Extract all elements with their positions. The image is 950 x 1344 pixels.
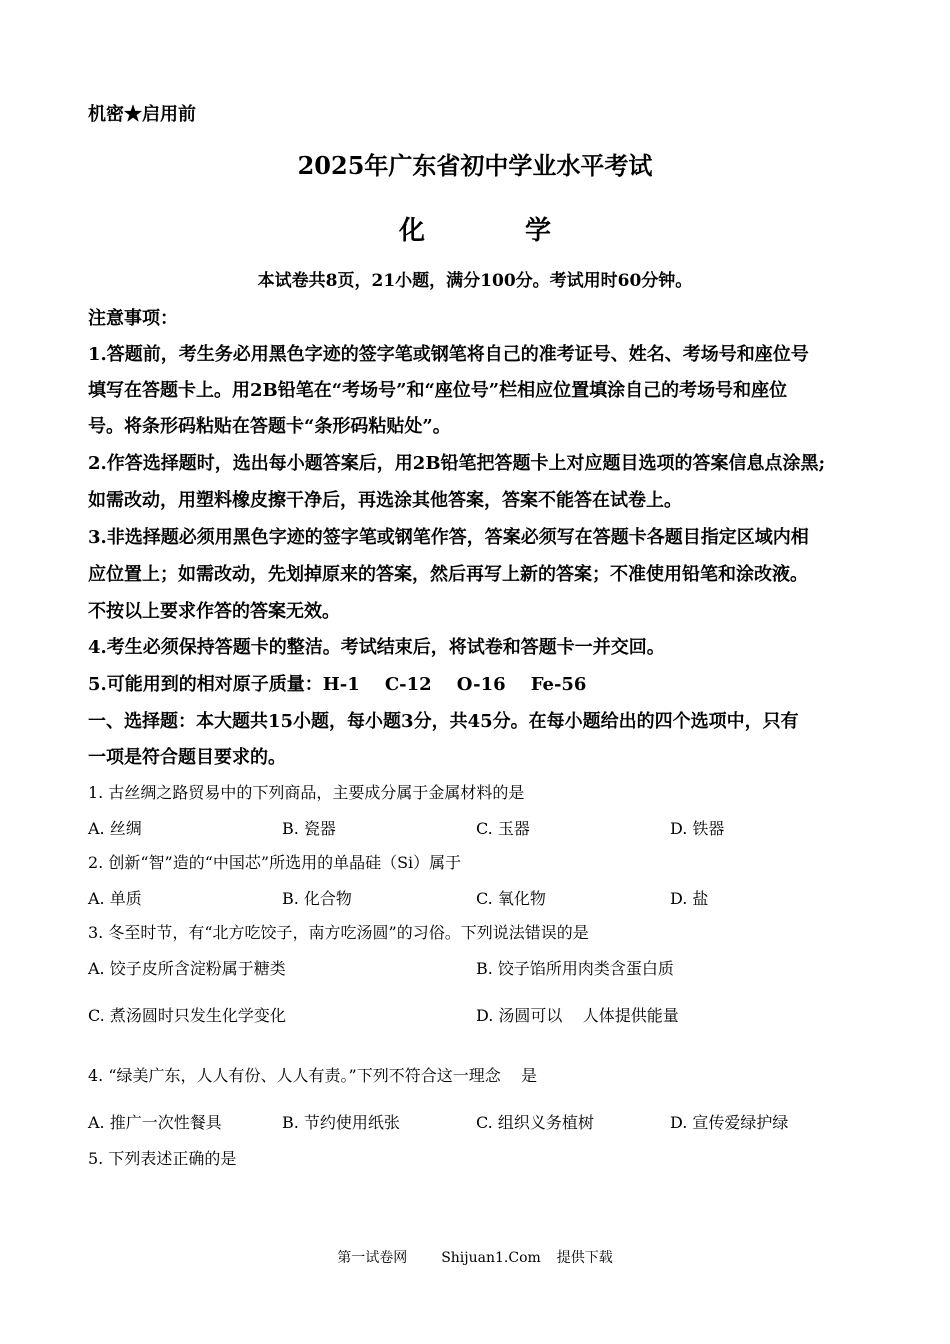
notes-line: 1.答题前，考生务必用黑色字迹的签字笔或钢笔将自己的准考证号、姓名、考场号和座位号 <box>88 344 809 365</box>
question-stem: 2. 创新“智”造的“中国芯”所选用的单晶硅（Si）属于 <box>88 853 462 872</box>
question-option: D. 盐 <box>670 889 709 908</box>
notes-line: 如需改动，用塑料橡皮擦干净后，再选涂其他答案，答案不能答在试卷上。 <box>88 490 682 511</box>
question-stem: 3. 冬至时节，有“北方吃饺子，南方吃汤圆”的习俗。下列说法错误的是 <box>88 923 589 942</box>
footer-left: 第一试卷网 <box>337 1250 408 1266</box>
notes-line: 4.考生必须保持答题卡的整洁。考试结束后，将试卷和答题卡一并交回。 <box>88 637 665 658</box>
notes-heading: 注意事项： <box>88 308 178 329</box>
notes-line: 不按以上要求作答的答案无效。 <box>88 601 340 622</box>
question-option: C. 组织义务植树 <box>476 1113 594 1132</box>
secret-label: 机密★启用前 <box>88 104 196 125</box>
page-title: 2025年广东省初中学业水平考试 <box>297 151 653 180</box>
question-option: A. 推广一次性餐具 <box>88 1113 222 1132</box>
question-option: D. 汤圆可以 人体提供能量 <box>476 1006 679 1025</box>
question-stem: 4. “绿美广东，人人有份、人人有责。”下列不符合这一理念 是 <box>88 1066 538 1085</box>
question-option: B. 瓷器 <box>282 819 336 838</box>
notes-line: 号。将条形码粘贴在答题卡“条形码粘贴处”。 <box>88 416 451 437</box>
question-option: B. 化合物 <box>282 889 352 908</box>
notes-line: 填写在答题卡上。用2B铅笔在“考场号”和“座位号”栏相应位置填涂自己的考场号和座位 <box>88 380 788 401</box>
notes-line: 应位置上；如需改动，先划掉原来的答案，然后再写上新的答案；不准使用铅笔和涂改液。 <box>88 564 808 585</box>
footer-middle: Shijuan1.Com <box>441 1250 541 1266</box>
subject-left-char: 化 <box>398 216 425 246</box>
exam-info: 本试卷共8页，21小题，满分100分。考试用时60分钟。 <box>257 271 693 291</box>
question-option: A. 饺子皮所含淀粉属于糖类 <box>88 959 286 978</box>
question-stem: 5. 下列表述正确的是 <box>88 1149 237 1168</box>
notes-line: 2.作答选择题时，选出每小题答案后，用2B铅笔把答题卡上对应题目选项的答案信息点涂黑; <box>88 453 826 474</box>
subject-right-char: 学 <box>525 216 552 246</box>
question-option: B. 节约使用纸张 <box>282 1113 400 1132</box>
question-option: D. 铁器 <box>670 819 725 838</box>
section-heading: 一、选择题：本大题共15小题，每小题3分，共45分。在每小题给出的四个选项中，只有 <box>88 711 799 732</box>
question-option: A. 丝绸 <box>88 819 142 838</box>
question-option: B. 饺子馅所用肉类含蛋白质 <box>476 959 674 978</box>
notes-line: 3.非选择题必须用黑色字迹的签字笔或钢笔作答，答案必须写在答题卡各题目指定区域内相 <box>88 527 809 548</box>
footer-right: 提供下载 <box>556 1250 613 1266</box>
question-option: D. 宣传爱绿护绿 <box>670 1113 789 1132</box>
page-footer <box>0 1247 950 1267</box>
question-option: C. 氧化物 <box>476 889 546 908</box>
notes-line: 5.可能用到的相对原子质量：H-1 C-12 O-16 Fe-56 <box>88 674 587 695</box>
section-heading: 一项是符合题目要求的。 <box>88 747 286 768</box>
question-stem: 1. 古丝绸之路贸易中的下列商品，主要成分属于金属材料的是 <box>88 783 525 802</box>
question-option: A. 单质 <box>88 889 142 908</box>
question-option: C. 煮汤圆时只发生化学变化 <box>88 1006 286 1025</box>
subject-title <box>0 210 950 247</box>
question-option: C. 玉器 <box>476 819 530 838</box>
